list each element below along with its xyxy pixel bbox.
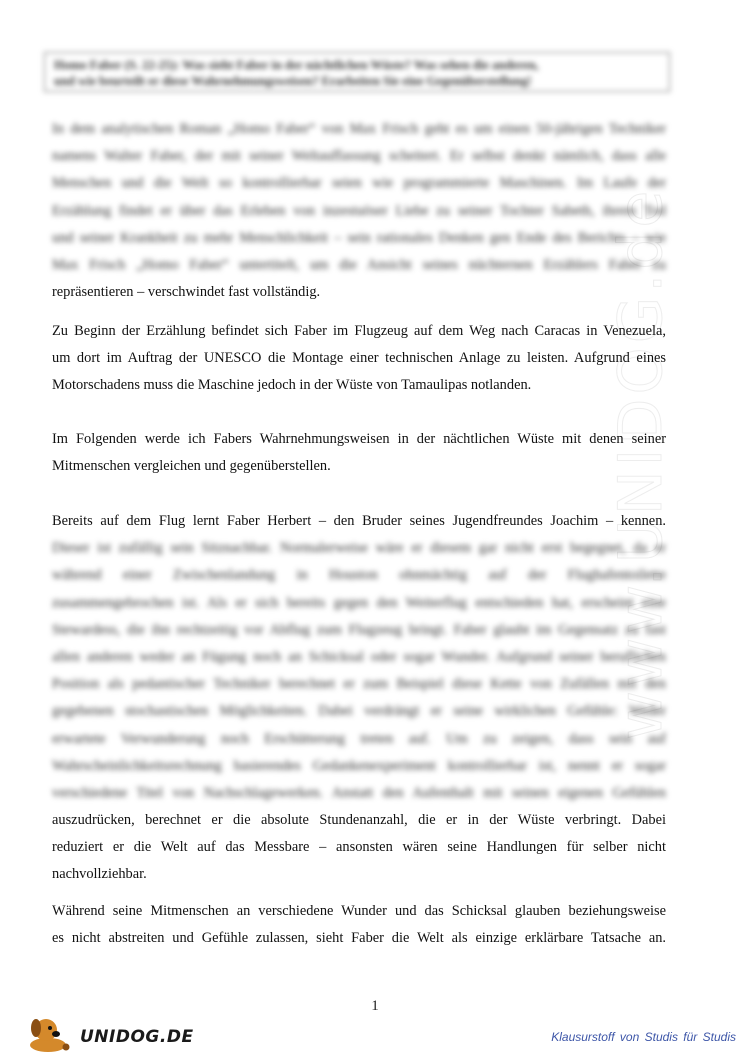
blurred-line: Stewardess, die ihn rechtzeitig vor Abflug zum Flugzeug bringt. Faber glaubt im Gegensatz zu fast [52,621,666,638]
footer-slogan: Klausurstoff von Studis für Studis [551,1030,736,1044]
title-line: und wie beurteilt er diese Wahrnehmungsweisen? Erarbeiten Sie eine Gegenüberstellung! [54,74,532,88]
paragraph-method [52,426,666,480]
blurred-line: zusammengebrochen ist. Als er sich bereits gegen den Weiterflug entschieden hat, erscheint eine [52,594,666,611]
text-line: Während seine Mitmenschen an verschiedene Wunder und das Schicksal glauben beziehungsweise [52,903,666,919]
blurred-line: Erzählung findet er über das Erleben von inzestuöser Liebe zu seiner Tochter Sabeth, ihrem Tod [52,202,666,219]
page-number: 1 [371,998,379,1014]
blurred-line: Position als pedantischer Techniker berechnet er zum Beispiel diese Kette von Zufällen mit den [52,676,666,693]
logo-text: UNIDOG.DE [80,1027,194,1047]
blurred-line: Menschen und die Welt so kontrollierbar seien wie programmierte Maschinen. Im Laufe der [52,175,666,192]
text-line: nachvollziehbar. [52,866,147,883]
text-line: Mitmenschen vergleichen und gegenüberstellen. [52,458,331,475]
dog-icon [22,1015,78,1055]
watermark: www.UNIDOG.de [606,186,676,740]
blurred-line: In dem analytischen Roman „Homo Faber“ von Max Frisch geht es um einen 50-jährigen Techniker [52,121,666,137]
blurred-line: namens Walter Faber, der mit seiner Weltauffassung scheitert. Er selbst denkt nämlich, dass alle [52,148,666,165]
unidog-logo [22,1015,192,1055]
text-line: Im Folgenden werde ich Fabers Wahrnehmungsweisen in der nächtlichen Wüste mit denen seiner [52,431,666,447]
paragraph-departure [52,318,666,400]
paragraph-conclusion [52,898,666,952]
text-line: Bereits auf dem Flug lernt Faber Herbert – den Bruder seines Jugendfreundes Joachim – kennen. [52,513,666,529]
text-line: um dort im Auftrag der UNESCO die Montage einer technischen Anlage zu leisten. Aufgrund eines [52,350,666,367]
text-line: es nicht abstreiten und Gefühle zulassen, sieht Faber die Welt als einzige erklärbare Tatsache an. [52,930,666,947]
title-box [44,52,670,92]
blurred-line: Wahrscheinlichkeitsrechnung basierendes Gedankenexperiment kontrollierbar ist, nennt er sogar [52,757,666,774]
paragraph-herbert [52,508,666,889]
blurred-line: erwartete Verwunderung noch Erschütterung treten auf. Um zu zeigen, dass sein auf [52,730,666,747]
blurred-line: Dieser ist zufällig sein Sitznachbar. Normalerweise wäre er diesem gar nicht erst begegnet, da er [52,540,666,557]
blurred-line: allen anderen weder an Fügung noch an Schicksal oder sogar Wunder. Aufgrund seiner beruflichen [52,648,666,665]
text-line: Motorschadens muss die Maschine jedoch in der Wüste von Tamaulipas notlanden. [52,377,532,394]
intro-paragraph [52,116,666,306]
text-line: repräsentieren – verschwindet fast vollständig. [52,284,321,301]
text-line: auszudrücken, berechnet er die absolute Stundenanzahl, die er in der Wüste verbringt. Dabei [52,812,666,829]
blurred-line: und seiner Krankheit zu mehr Menschlichkeit – sein rationales Denken gen Ende des Berichts – wie [52,229,666,246]
text-line: reduziert er die Welt auf das Messbare – ansonsten wären seine Handlungen für selber nicht [52,839,666,856]
blurred-line: Max Frisch „Homo Faber“ untertitelt, um die Ansicht seines nüchternen Erzählers Faber zu [52,256,666,273]
text-line: Zu Beginn der Erzählung befindet sich Faber im Flugzeug auf dem Weg nach Caracas in Venezuela, [52,323,666,339]
blurred-line: gegebenen stochastischen Möglichkeiten. Dabei verdrängt er seine wirklichen Gefühle: Weder [52,703,666,720]
blurred-line: verschiedene Titel von Nachschlagewerken. Anstatt den Aufenthalt mit seinen eigenen Gefühlen [52,784,666,801]
title-line: Homo Faber (S. 22-25): Was sieht Faber in der nächtlichen Wüste? Was sehen die anderen, [54,58,539,72]
blurred-line: während einer Zwischenlandung in Houston ohnmächtig auf der Flughafentoilette [52,567,666,584]
